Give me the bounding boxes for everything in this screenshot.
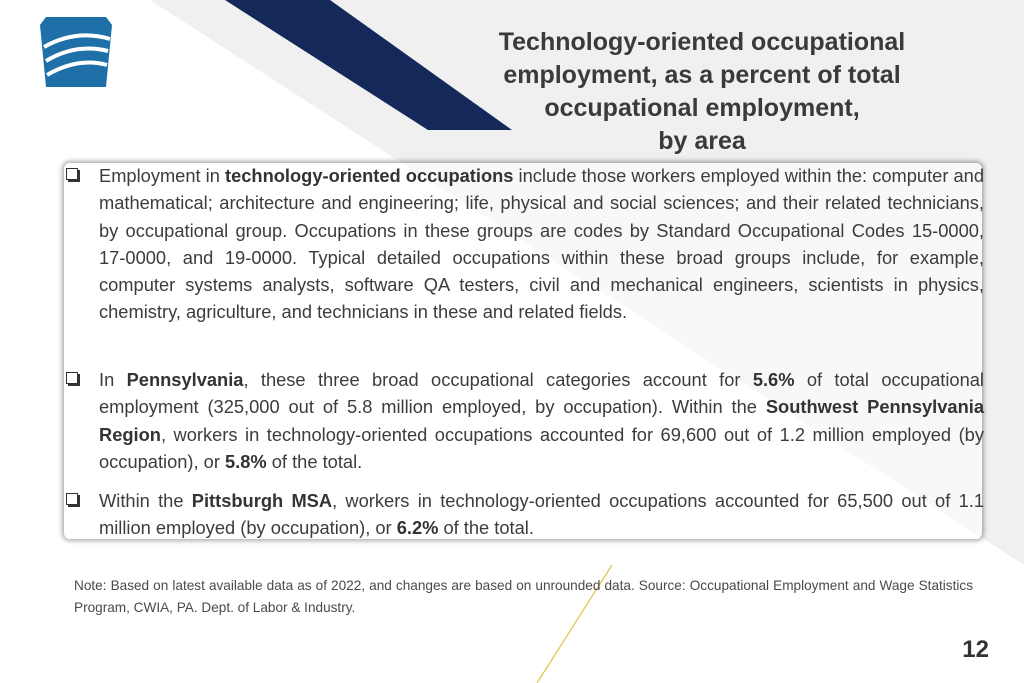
title-line-4: by area <box>658 127 746 155</box>
bold-percent: 5.6% <box>752 369 795 390</box>
bullet-text <box>99 162 984 326</box>
title-line-2: employment, as a percent of total <box>503 61 901 89</box>
bullet-text <box>99 366 984 475</box>
bullet-text <box>99 487 984 542</box>
square-bullet-icon <box>66 372 78 384</box>
bold-percent: 5.8% <box>225 450 267 472</box>
bullet-technology-definition <box>66 162 984 326</box>
text-run: of the total. <box>266 450 363 472</box>
text-run: , workers in technology-oriented occupations accounted for 65,500 out of 1.1 million employed (by occupation), or <box>99 490 984 539</box>
text-run: Within the <box>99 490 192 511</box>
text-run: of total occupational employment (325,000 out of 5.8 million employed, by occupation). Within the <box>99 369 984 418</box>
bold-term: Pennsylvania <box>126 369 244 390</box>
text-run: , these three broad occupational categories account for <box>243 369 753 390</box>
text-run: , workers in technology-oriented occupations accounted for 69,600 out of 1.2 million employed (by occupation), or <box>99 423 984 472</box>
square-bullet-icon <box>66 493 78 505</box>
title-line-1: Technology-oriented occupational <box>498 28 906 56</box>
text-run: include those workers employed within the: computer and mathematical; architecture and engineering; life, physical and social sciences; and their related technicians, by occupational group. Occupations in these groups are codes by Standard Occupational Codes 15-0000, 17-0000, and 19-0000. Typical detailed occupations within these broad groups include, for example, computer systems analysts, software QA testers, civil and mechanical engineers, scientists in physics, chemistry, agriculture, and technicians in these and related fields. <box>99 165 984 323</box>
title-line-3: occupational employment, <box>544 94 860 122</box>
keystone-logo <box>40 17 112 87</box>
text-run: In <box>99 369 127 390</box>
page-title <box>470 26 934 158</box>
bold-term: Southwest Pennsylvania Region <box>99 396 984 445</box>
bold-percent: 6.2% <box>396 517 439 539</box>
bold-term: Pittsburgh MSA <box>191 490 333 511</box>
text-run: Employment in <box>99 165 225 186</box>
source-note: Note: Based on latest available data as of 2022, and changes are based on unrounded data. Source: Occupational Employment and Wage Statistics Program, CWIA, PA. Dept. of Labor & Industry. <box>74 578 973 615</box>
page-number: 12 <box>962 636 989 663</box>
square-bullet-icon <box>66 168 78 180</box>
text-run: of the total. <box>438 517 534 539</box>
bullet-pittsburgh <box>66 487 984 542</box>
bold-term: technology-oriented occupations <box>225 165 514 186</box>
bullet-pennsylvania <box>66 366 984 475</box>
